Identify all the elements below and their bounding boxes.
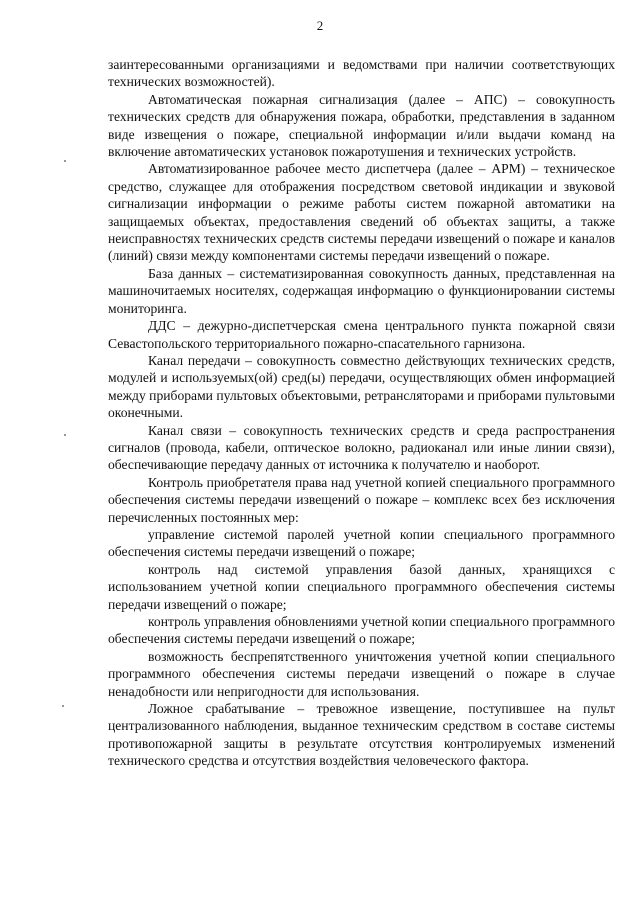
scan-speck — [64, 434, 66, 436]
paragraph-aps-definition: Автоматическая пожарная сигнализация (далее – АПС) – совокупность технических средств для обнаружения пожара, обработки, представления в заданном виде извещения о пожаре, специальной информации и/или выдачи команд на включение автоматических установок пожаротушения и технических устройств. — [108, 91, 615, 160]
list-item-database-control: контроль над системой управления базой данных, хранящихся с использованием учетной копии специального программного обеспечения системы передачи извещений о пожаре; — [108, 561, 615, 612]
paragraph-continuation: заинтересованными организациями и ведомствами при наличии соответствующих технических возможностей). — [108, 57, 615, 90]
scan-speck — [64, 160, 66, 162]
paragraph-database-definition: База данных – систематизированная совокупность данных, представленная на машиночитаемых носителях, содержащая информацию о функционировании системы мониторинга. — [108, 265, 615, 316]
paragraph-false-alarm-definition: Ложное срабатывание – тревожное извещение, поступившее на пульт централизованного наблюдения, выданное техническим средством в составе системы противопожарной защиты в результате отсутствия контролируемых изменений технического средства и отсутствия воздействия человеческого фактора. — [108, 701, 615, 769]
paragraph-dds-definition: ДДС – дежурно-диспетчерская смена центрального пункта пожарной связи Севастопольского территориального пожарно-спасательного гарнизона. — [108, 318, 615, 351]
body-text — [108, 56, 615, 770]
list-item-password-management: управление системой паролей учетной копии специального программного обеспечения системы передачи извещений о пожаре; — [108, 526, 615, 560]
list-item-destruction-capability: возможность беспрепятственного уничтожения учетной копии специального программного обеспечения системы передачи извещений о пожаре в случае ненадобности или непригодности для использования. — [108, 648, 615, 699]
list-item-update-control: контроль управления обновлениями учетной копии специального программного обеспечения системы передачи извещений о пожаре; — [108, 614, 615, 647]
page-number: 2 — [316, 18, 324, 33]
paragraph-communication-channel-definition: Канал связи – совокупность технических средств и среда распространения сигналов (провода, кабели, оптическое волокно, радиоканал или иные линии связи), обеспечивающие передачу данных от источника к получателю и наоборот. — [108, 422, 615, 473]
scan-speck — [62, 705, 64, 707]
paragraph-transmission-channel-definition: Канал передачи – совокупность совместно действующих технических средств, модулей и используемых(ой) сред(ы) передачи, осуществляющих обмен информацией между приборами пультовых объектовыми, ретрансляторами и приборами пультовыми оконечными. — [108, 352, 615, 421]
paragraph-control-definition: Контроль приобретателя права над учетной копией специального программного обеспечения системы передачи извещений о пожаре – комплекс всех без исключения перечисленных постоянных мер: — [108, 474, 615, 525]
paragraph-arm-definition: Автоматизированное рабочее место диспетчера (далее – АРМ) – техническое средство, служащее для отображения посредством световой индикации и звуковой сигнализации информации о режиме работы систем пожарной автоматики на защищаемых объектах, предоставления сведений об объектах защиты, а также неисправностях технических средств системы передачи извещений о пожаре и каналов (линий) связи между компонентами системы передачи извещений о пожаре. — [108, 161, 615, 264]
